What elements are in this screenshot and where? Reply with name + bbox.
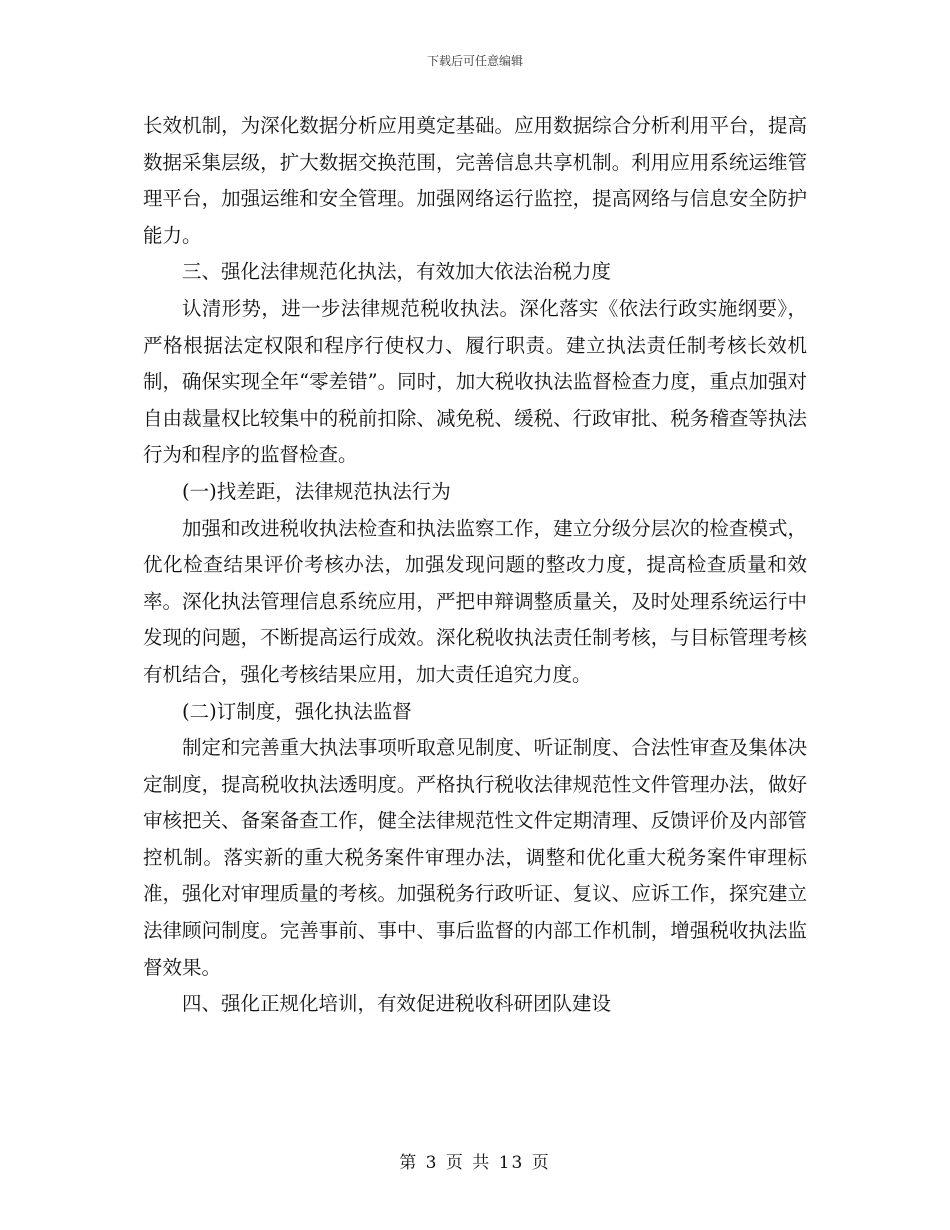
section-heading-3: 三、强化法律规范化执法，有效加大依法治税力度 [182,260,612,284]
paragraph-continued: 长效机制，为深化数据分析应用奠定基础。应用数据综合分析利用平台，提高数据采集层级，扩大数据交换范围，完善信息共享机制。利用应用系统运维管理平台，加强运维和安全管理。加强网络运行监控，提高网络与信息安全防护能力。 [143,114,807,247]
section-heading-4: 四、强化正规化培训，有效促进税收科研团队建设 [182,992,612,1016]
paragraph: 加强和改进税收执法检查和执法监察工作，建立分级分层次的检查模式，优化检查结果评价考核办法，加强发现问题的整改力度，提高检查质量和效率。深化执法管理信息系统应用，严把申辩调整质量关，及时处理系统运行中发现的问题，不断提高运行成效。深化税收执法责任制考核，与目标管理考核有机结合，强化考核结果应用，加大责任追究力度。 [143,516,807,686]
page-number: 第 3 页 共 13 页 [399,1153,551,1173]
paragraph: 认清形势，进一步法律规范税收执法。深化落实《依法行政实施纲要》，严格根据法定权限和程序行使权力、履行职责。建立执法责任制考核长效机制，确保实现全年“零差错”。同时，加大税收执法监督检查力度，重点加强对自由裁量权比较集中的税前扣除、减免税、缓税、行政审批、税务稽查等执法行为和程序的监督检查。 [143,296,807,467]
document-body [143,108,807,1023]
subsection-heading-2: (二)订制度，强化执法监督 [182,699,412,723]
page-header: 下载后可任意编辑 [426,54,523,68]
subsection-heading-1: (一)找差距，法律规范执法行为 [182,479,451,503]
paragraph: 制定和完善重大执法事项听取意见制度、听证制度、合法性审查及集体决定制度，提高税收执法透明度。严格执行税收法律规范性文件管理办法，做好审核把关、备案备查工作，健全法律规范性文件定期清理、反馈评价及内部管控机制。落实新的重大税务案件审理办法，调整和优化重大税务案件审理标准，强化对审理质量的考核。加强税务行政听证、复议、应诉工作，探究建立法律顾问制度。完善事前、事中、事后监督的内部工作机制，增强税收执法监督效果。 [143,736,807,979]
